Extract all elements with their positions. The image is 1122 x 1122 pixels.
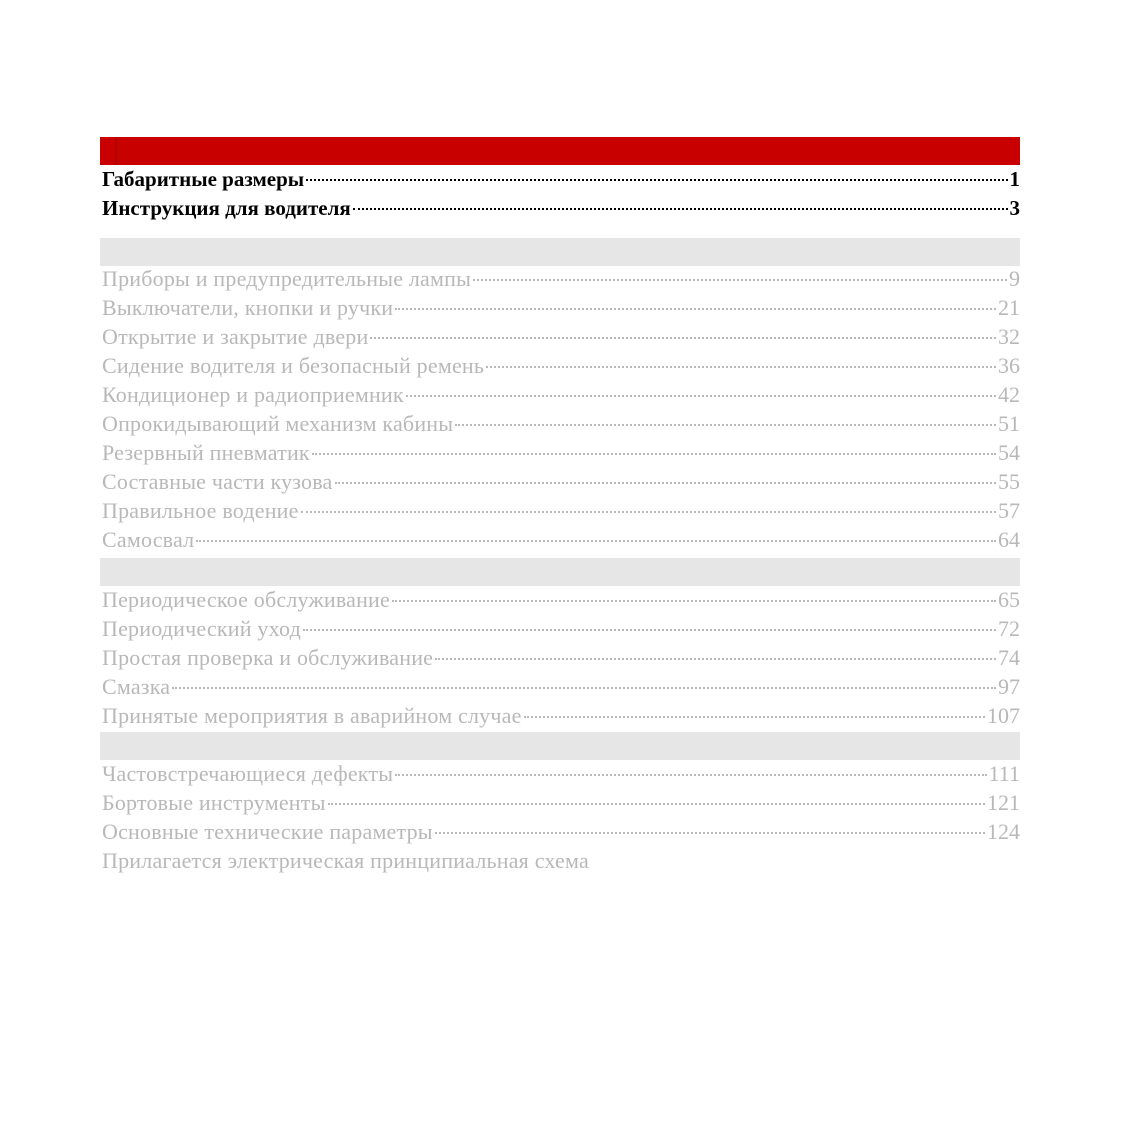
- toc-entry[interactable]: [100, 167, 1020, 196]
- toc-entry[interactable]: [100, 411, 1020, 440]
- toc-entry-title: Открытие и закрытие двери: [102, 324, 369, 349]
- section-header-band: [100, 137, 1020, 165]
- toc-entry-title: Сидение водителя и безопасный ремень: [102, 353, 485, 378]
- dot-leader: [395, 774, 986, 776]
- toc-entry-title: Основные технические параметры: [102, 819, 433, 844]
- toc-entry-page: 97: [998, 674, 1020, 699]
- toc-entry-title: Самосвал: [102, 527, 195, 552]
- dot-leader: [392, 600, 996, 602]
- toc-entry-page: 124: [987, 819, 1020, 844]
- section-entries: [100, 586, 1020, 732]
- toc-entry-page: 9: [1009, 266, 1020, 291]
- dot-leader: [306, 179, 1007, 181]
- toc-entry-page: 111: [988, 761, 1020, 786]
- toc-entry[interactable]: [100, 703, 1020, 732]
- dot-leader: [473, 279, 1007, 281]
- dot-leader: [370, 337, 996, 339]
- dot-leader: [353, 208, 1008, 210]
- toc-entry-page: 42: [998, 382, 1020, 407]
- band-notch: [115, 137, 117, 165]
- toc-entry-title: Смазка: [102, 674, 171, 699]
- toc-entry-page: 121: [987, 790, 1020, 815]
- dot-leader: [455, 424, 996, 426]
- toc-entry-page: 65: [998, 587, 1020, 612]
- toc-entry-title: Выключатели, кнопки и ручки: [102, 295, 394, 320]
- toc-entry-page: 55: [998, 469, 1020, 494]
- toc-entry-page: 21: [998, 295, 1020, 320]
- section-entries: [100, 266, 1020, 556]
- toc-entry[interactable]: [100, 645, 1020, 674]
- toc-entry-title: Опрокидывающий механизм кабины: [102, 411, 454, 436]
- toc-entry-page: 74: [998, 645, 1020, 670]
- dot-leader: [524, 716, 985, 718]
- toc-entry[interactable]: [100, 498, 1020, 527]
- toc-entry[interactable]: [100, 266, 1020, 295]
- toc-entry-title: Приборы и предупредительные лампы: [102, 266, 472, 291]
- toc-entry-title: Резервный пневматик: [102, 440, 310, 465]
- toc-entry-title: Бортовые инструменты: [102, 790, 326, 815]
- toc-entry[interactable]: [100, 324, 1020, 353]
- toc-entry-title: Частовстречающиеся дефекты: [102, 761, 394, 786]
- toc-entry[interactable]: [100, 587, 1020, 616]
- section-entries: [100, 165, 1020, 225]
- toc-entry-title: Составные части кузова: [102, 469, 333, 494]
- toc-entry[interactable]: [100, 469, 1020, 498]
- toc-entry-title: Прилагается электрическая принципиальная схема: [102, 848, 589, 873]
- toc-entry-title: Периодическое обслуживание: [102, 587, 390, 612]
- toc-entry-page: 51: [998, 411, 1020, 436]
- toc-entry[interactable]: [100, 382, 1020, 411]
- toc-entry[interactable]: [100, 848, 1020, 877]
- toc-entry-page: 32: [998, 324, 1020, 349]
- section-header-band: [100, 238, 1020, 266]
- toc-entry-page: 54: [998, 440, 1020, 465]
- toc-entry-title: Принятые мероприятия в аварийном случае: [102, 703, 522, 728]
- toc-entry[interactable]: [100, 616, 1020, 645]
- toc-entry-page: 72: [998, 616, 1020, 641]
- toc-entry-title: Инструкция для водителя: [102, 196, 351, 220]
- dot-leader: [335, 482, 996, 484]
- toc-entry-page: 107: [987, 703, 1020, 728]
- dot-leader: [312, 453, 996, 455]
- toc-entry[interactable]: [100, 527, 1020, 556]
- toc-entry-page: 36: [998, 353, 1020, 378]
- dot-leader: [303, 629, 996, 631]
- toc-entry[interactable]: [100, 674, 1020, 703]
- dot-leader: [435, 658, 996, 660]
- toc-entry-title: Периодический уход: [102, 616, 301, 641]
- table-of-contents: [100, 137, 1020, 877]
- toc-entry[interactable]: [100, 440, 1020, 469]
- toc-entry[interactable]: [100, 790, 1020, 819]
- dot-leader: [172, 687, 996, 689]
- section-header-band: [100, 732, 1020, 760]
- dot-leader: [406, 395, 996, 397]
- toc-entry-title: Правильное водение: [102, 498, 299, 523]
- dot-leader: [301, 511, 996, 513]
- section-entries: [100, 760, 1020, 877]
- toc-entry-title: Простая проверка и обслуживание: [102, 645, 434, 670]
- dot-leader: [486, 366, 996, 368]
- dot-leader: [328, 803, 985, 805]
- toc-entry[interactable]: [100, 196, 1020, 225]
- dot-leader: [196, 540, 996, 542]
- toc-entry-page: 3: [1009, 196, 1020, 220]
- toc-entry[interactable]: [100, 353, 1020, 382]
- section-header-band: [100, 558, 1020, 586]
- toc-entry-page: 57: [998, 498, 1020, 523]
- toc-entry-page: 1: [1009, 167, 1020, 191]
- toc-entry-title: Кондиционер и радиоприемник: [102, 382, 404, 407]
- dot-leader: [435, 832, 985, 834]
- dot-leader: [395, 308, 996, 310]
- toc-entry-title: Габаритные размеры: [102, 167, 305, 191]
- toc-entry[interactable]: [100, 295, 1020, 324]
- toc-entry-page: 64: [998, 527, 1020, 552]
- toc-entry[interactable]: [100, 761, 1020, 790]
- toc-entry[interactable]: [100, 819, 1020, 848]
